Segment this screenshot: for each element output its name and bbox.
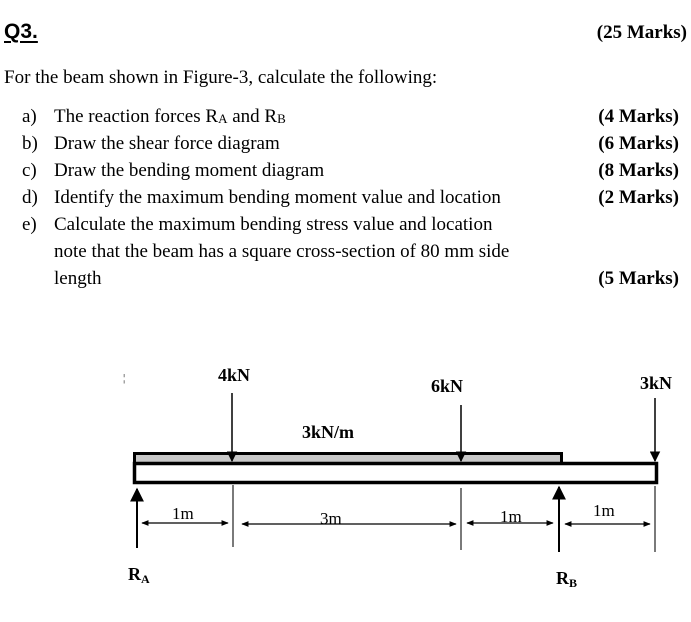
task-letter: b) <box>22 133 38 154</box>
task-marks-e: (5 Marks) <box>598 268 679 289</box>
dimension-1m-middle <box>467 507 553 526</box>
reaction-a <box>128 489 150 586</box>
reaction-label-b: RB <box>556 568 578 590</box>
dimension-label: 1m <box>172 504 194 523</box>
task-letter: c) <box>22 160 37 181</box>
dimension-label: 1m <box>593 501 615 520</box>
load-label-3kn: 3kN <box>640 373 673 393</box>
stray-mark: ¦ <box>123 372 126 384</box>
dimension-1m-left <box>142 504 228 523</box>
dimension-extension-lines <box>233 485 655 552</box>
subscript-b: B <box>277 111 286 126</box>
task-text: Draw the shear force diagram <box>54 133 280 154</box>
task-item-e-line2: note that the beam has a square cross-section of 80 mm side <box>54 241 510 262</box>
beam <box>135 464 657 483</box>
task-text: and R <box>227 106 278 127</box>
task-letter: e) <box>22 214 37 235</box>
dimension-label: 3m <box>320 509 342 528</box>
task-letter: d) <box>22 187 38 208</box>
total-marks: (25 Marks) <box>596 22 687 43</box>
task-marks-d: (2 Marks) <box>598 187 679 208</box>
dimension-label: 1m <box>500 507 522 526</box>
task-text: Calculate the maximum bending stress value and location <box>54 214 493 235</box>
reaction-label-a: RA <box>128 564 150 586</box>
reaction-b <box>556 487 577 590</box>
question-number: Q3. <box>4 20 38 43</box>
load-label-4kn: 4kN <box>218 365 251 385</box>
task-letter: a) <box>22 106 37 127</box>
task-marks-b: (6 Marks) <box>598 133 679 154</box>
task-text: The reaction forces R <box>54 106 219 127</box>
point-load-4kn <box>218 365 250 461</box>
load-label-6kn: 6kN <box>431 376 464 396</box>
subscript-a: A <box>218 111 228 126</box>
question-intro: For the beam shown in Figure-3, calculate the following: <box>4 67 438 88</box>
dimension-3m <box>242 509 456 528</box>
point-load-3kn <box>640 373 672 461</box>
task-marks-a: (4 Marks) <box>598 106 679 127</box>
task-marks-c: (8 Marks) <box>598 160 679 181</box>
distributed-load-label: 3kN/m <box>302 422 355 442</box>
task-item-e-line3: length <box>54 268 102 289</box>
task-text: Draw the bending moment diagram <box>54 160 325 181</box>
task-text: Identify the maximum bending moment value and location <box>54 187 501 208</box>
dimension-1m-right <box>565 501 650 524</box>
point-load-6kn <box>431 376 463 461</box>
